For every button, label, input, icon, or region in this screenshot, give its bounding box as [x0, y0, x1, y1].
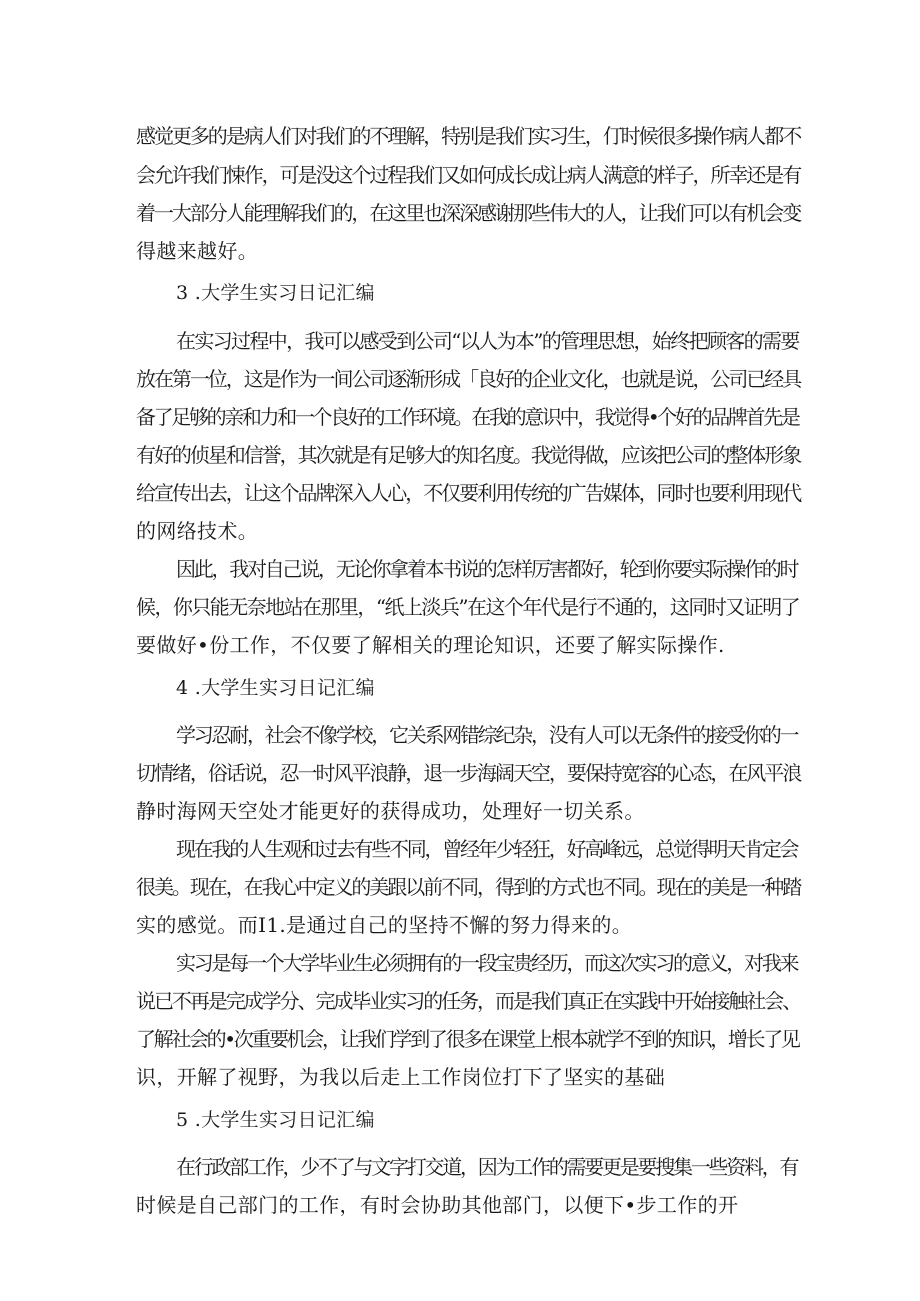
paragraph-line: 在实习过程中，我可以感受到公司“以人为本”的管理思想，始终把顾客的需要: [176, 329, 799, 353]
paragraph-line: 感觉更多的是病人们对我们的不理解，特别是我们实习生，仃时候很多操作病人都不: [136, 124, 801, 148]
paragraph-line: 很美。现在，在我心中定义的美跟以前不同，得到的方式也不同。现在的美是一种踏: [136, 875, 801, 899]
section-heading: 3 .大学生实习日记汇编: [176, 282, 375, 304]
paragraph-line: 在行政部工作，少不了与文字打交道，因为工作的需要更是要搜集一些资料，有: [176, 1155, 798, 1179]
paragraph-line: 的网络技术。: [136, 519, 259, 543]
paragraph-line: 静时海网天空处才能更好的获得成功，处理好一切关系。: [136, 799, 645, 823]
paragraph-line: 备了足够的亲和力和一个良好的工作环境。在我的意识中，我觉得•个好的品牌首先是: [136, 405, 799, 429]
paragraph-line: 实的感觉。而I1.是通过自己的坚持不懈的努力得来的。: [136, 913, 633, 937]
paragraph-line: 得越来越好。: [136, 239, 259, 263]
paragraph-line: 放在第一位，这是作为一间公司逐渐形成「良好的企业文化，也就是说，公司已经具: [136, 367, 801, 391]
paragraph-line: 着一大部分人能理解我们的，在这里也深深感谢那些伟大的人，让我们可以有机会变: [136, 201, 801, 225]
paragraph-line: 要做好•份工作，不仅要了解相关的理论知识，还要了解实际操作.: [136, 633, 725, 657]
paragraph-line: 因此，我对自己说，无论你拿着本书说的怎样厉害都好，轮到你要实际操作的时: [176, 557, 798, 581]
paragraph-line: 时候是自己部门的工作，有时会协助其他部门，以便下•步工作的开: [136, 1193, 739, 1217]
paragraph-line: 会允许我们悚作，可是没这个过程我们又如何成长成让病人满意的样子，所幸还是有: [136, 163, 801, 187]
paragraph-line: 候，你只能无奈地站在那里，“纸上淡兵”在这个年代是行不通的，这同时又证明了: [136, 595, 800, 619]
paragraph-line: 了解社会的•次重要机会，让我们学到了很多在课堂上根本就学不到的知识，增长了见: [136, 1027, 799, 1051]
section-heading: 5 .大学生实习日记汇编: [176, 1109, 375, 1131]
paragraph-line: 切情绪，俗话说，忍一时风平浪静，退一步海阔天空，要保持宽容的心态，在风平浪: [136, 761, 801, 785]
paragraph-line: 识，开解了视野，为我以后走上工作岗位打下了坚实的基础: [136, 1065, 666, 1089]
paragraph-line: 现在我的人生观和过去有些不同，曾经年少轻狂，好高峰远，总觉得明天肯定会: [176, 837, 798, 861]
paragraph-line: 说已不再是完成学分、完成毕业实习的任务，而是我们真正在实践中开始接触社会、: [136, 989, 801, 1013]
section-heading: 4 .大学生实习日记汇编: [176, 677, 375, 699]
paragraph-line: 给宣传出去，让这个品牌深入人心，不仅要利用传统的广告媒体，同时也要利用现代: [136, 481, 801, 505]
paragraph-line: 实习是每一个大学毕业生必须拥有的一段宝贵经历，而这次实习的意义，对我来: [176, 951, 798, 975]
paragraph-line: 有好的侦星和信誉，其次就是有足够大的知名度。我觉得做，应该把公司的整体形象: [136, 443, 801, 467]
paragraph-line: 学习忍耐，社会不像学校，它关系网错综纪杂，没有人可以无条件的接受你的一: [176, 723, 798, 747]
